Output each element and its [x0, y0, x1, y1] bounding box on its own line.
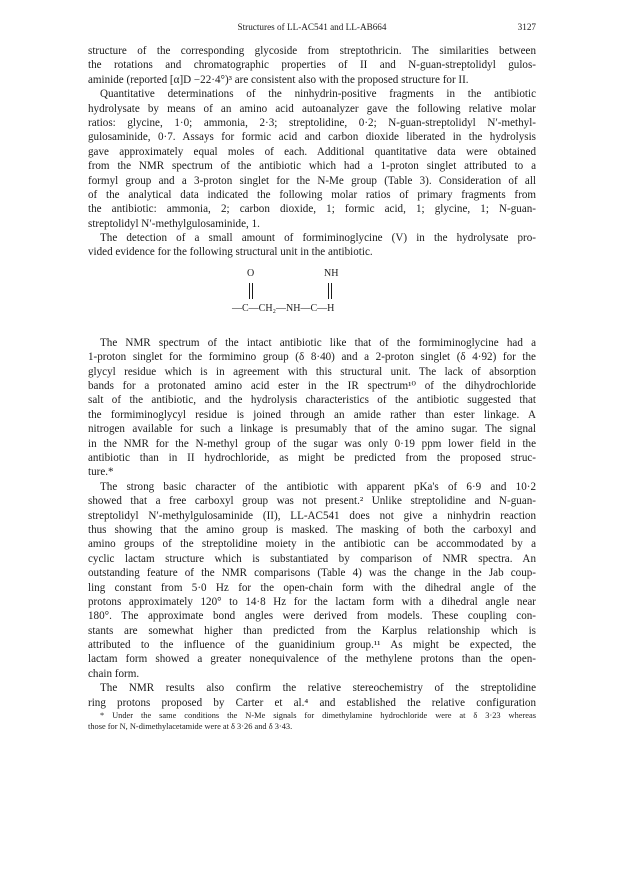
text-line: formyl group and a 3-proton singlet for the N-Me group (Table 3). Consideration of all [88, 174, 536, 187]
text-line: glycyl residue which is in agreement with this structural unit. The lack of absorption [88, 365, 536, 378]
text-line: The strong basic character of the antibiotic with apparent pKa's of 6·9 and 10·2 [100, 480, 536, 493]
text-line: streptolidyl N′-methylgulosaminide, 1. [88, 217, 260, 230]
footnote-line: * Under the same conditions the N-Me signals for dimethylamine hydrochloride were at δ 3·23 whereas [100, 711, 536, 721]
text-line: the antibiotic: ammonia, 2; carbon dioxide, 1; formic acid, 1; glycine, 1; N-guan- [88, 203, 536, 216]
paragraph-1 [88, 44, 536, 87]
text-line: in the NMR for the N-methyl group of the sugar was only 0·19 ppm lower field in the [88, 437, 536, 450]
text-line: of the analytical data indicated the following molar ratios of primary fragments from [88, 188, 536, 201]
footnote [88, 710, 536, 732]
paragraph-4 [88, 336, 536, 480]
text-line: the rotations and chromatographic properties of II and N-guan-streptolidyl gulos- [88, 59, 536, 72]
text-line: chain form. [88, 667, 140, 680]
text-line: vided evidence for the following structural unit in the antibiotic. [88, 246, 373, 259]
formula-imine-label: NH [324, 267, 339, 279]
text-line: thus showing that the amino group is masked. The masking of both the carboxyl and [88, 523, 536, 536]
text-line: cyclic lactam structure which is substantiated by comparison of NMR spectra. An [88, 552, 536, 565]
text-line: protons approximately 120° to 14·8 Hz for the lactam form with a dihedral angle near [88, 595, 536, 608]
formula-double-bond-left-a [249, 283, 250, 299]
text-line: 180°. The approximate bond angles were derived from models. These coupling con- [88, 610, 536, 623]
text-line: antibiotic than in II hydrochloride, as might be predicted from the proposed struc- [88, 451, 536, 464]
text-line: ture.* [88, 466, 114, 479]
text-line: 1-proton singlet for the formimino group (δ 8·40) and a 2-proton singlet (δ 4·92) for the [88, 351, 536, 364]
formula-double-bond-left-b [252, 283, 253, 299]
text-line: gave approximately equal moles of each. Additional quantitative data were obtained [88, 145, 536, 158]
structural-formula [88, 266, 536, 330]
paragraph-6 [88, 681, 536, 710]
text-line: bands for a protonated amino acid ester in the IR spectrum¹⁰ of the dihydrochloride [88, 380, 536, 393]
text-line: from the NMR spectrum of the antibiotic which had a 1-proton singlet attributed to a [88, 160, 536, 173]
text-line: stants are somewhat higher than predicted from the Karplus relationship which is [88, 624, 536, 637]
text-line: Quantitative determinations of the ninhydrin-positive fragments in the antibiotic [100, 88, 536, 101]
text-line: salt of the antibiotic, and the hydrolysis characteristics of the antibiotic suggested that [88, 394, 536, 407]
text-line: ring protons proposed by Carter et al.⁴ and established the relative configuration [88, 696, 536, 709]
formula-chain: —C—CH₂—NH—C—H [232, 302, 335, 314]
text-line: The NMR spectrum of the intact antibiotic like that of the formiminoglycine had a [100, 336, 536, 349]
text-line: streptolidyl N′-methylgulosaminide (II), LL-AC541 does not give a ninhydrin reaction [88, 509, 536, 522]
text-line: hydrolysate by means of an amino acid autoanalyzer gave the following relative molar [88, 102, 536, 115]
text-line: aminide (reported [α]D −22·4°)³ are consistent also with the proposed structure for II. [88, 73, 469, 86]
text-line: showed that a free carboxyl group was not present.² Unlike streptolidine and N-guan- [88, 495, 536, 508]
formula-double-bond-right-b [331, 283, 332, 299]
formula-double-bond-right-a [328, 283, 329, 299]
text-line: nitrogen available for such a linkage is presumably that of the amino sugar. The signal [88, 423, 536, 436]
running-title: Structures of LL-AC541 and LL-AB664 [237, 22, 387, 32]
paragraph-5 [88, 480, 536, 681]
footnote-line: those for N, N-dimethylacetamide were at δ 3·26 and δ 3·43. [88, 722, 293, 732]
text-line: structure of the corresponding glycoside from streptothricin. The similarities between [88, 45, 536, 57]
text-line: The NMR results also confirm the relative stereochemistry of the streptolidine [100, 682, 536, 695]
text-line: ratios: glycine, 1·0; ammonia, 2·3; streptolidine, 0·2; N-guan-streptolidyl N′-methyl- [88, 116, 536, 129]
text-line: lactam form showed a greater nonequivalence of the methylene protons than the open- [88, 653, 536, 666]
article-body [88, 44, 536, 732]
text-line: the formiminoglycyl residue is joined through an amide rather than ester linkage. A [88, 408, 536, 421]
paragraph-2 [88, 87, 536, 231]
text-line: gulosaminide, 0·7. Assays for formic acid and carbon dioxide liberated in the hydrolysis [88, 131, 536, 144]
text-line: amino groups of the streptolidine moiety in the antibiotic can be accommodated by a [88, 538, 536, 551]
page-number: 3127 [517, 22, 536, 32]
text-line: ling constant from 5·0 Hz for the open-chain form with the dihedral angle of the [88, 581, 536, 594]
text-line: attributed to the influence of the guanidinium group.¹¹ As might be expected, the [88, 639, 536, 652]
paragraph-3 [88, 231, 536, 260]
text-line: outstanding feature of the NMR comparisons (Table 4) was the change in the Jab coup- [88, 567, 536, 580]
text-line: The detection of a small amount of formiminoglycine (V) in the hydrolysate pro- [100, 232, 536, 245]
formula-oxygen-label: O [247, 267, 255, 279]
page-header [88, 20, 536, 34]
